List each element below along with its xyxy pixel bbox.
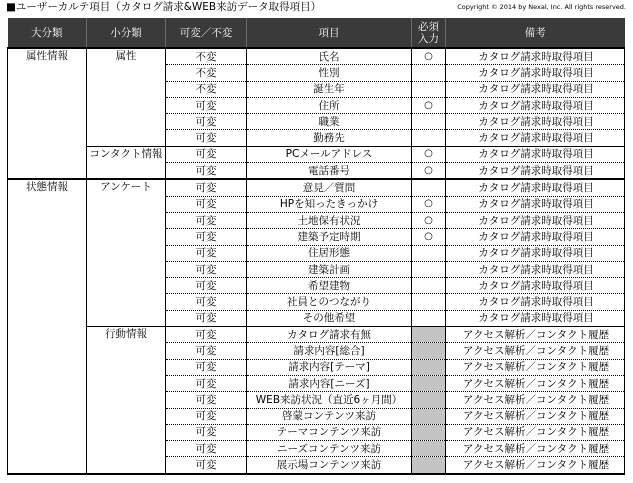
table-row (8, 179, 625, 196)
table-row (8, 327, 625, 343)
note-cell: アクセス解析／コンタクト履歴 (446, 424, 625, 440)
required-cell: ○ (412, 163, 446, 180)
item-cell: 意見／質問 (247, 179, 412, 196)
changeable-cell: 不変 (166, 65, 247, 81)
note-cell: カタログ請求時取得項目 (446, 81, 625, 97)
changeable-cell: 可変 (166, 457, 247, 474)
item-cell: テーマコンテンツ来訪 (247, 424, 412, 440)
changeable-cell: 可変 (166, 229, 247, 245)
required-cell (412, 392, 446, 408)
table-row (8, 48, 625, 65)
required-cell: ○ (412, 229, 446, 245)
changeable-cell: 可変 (166, 441, 247, 457)
document-title: ■ユーザーカルテ項目（カタログ請求&WEB来訪データ取得項目） (6, 1, 322, 13)
changeable-cell: 可変 (166, 392, 247, 408)
required-cell (412, 359, 446, 375)
minor-category-cell: 行動情報 (87, 327, 166, 474)
changeable-cell: 不変 (166, 81, 247, 97)
required-cell (412, 114, 446, 130)
header-required: 必須 入力 (412, 18, 446, 48)
changeable-cell: 可変 (166, 245, 247, 261)
header-note: 備考 (446, 18, 625, 48)
note-cell: アクセス解析／コンタクト履歴 (446, 457, 625, 474)
changeable-cell: 可変 (166, 343, 247, 359)
changeable-cell: 可変 (166, 327, 247, 343)
note-cell: アクセス解析／コンタクト履歴 (446, 375, 625, 391)
user-karte-table (7, 18, 625, 475)
item-cell: HPを知ったきっかけ (247, 196, 412, 212)
item-cell: ニーズコンテンツ来訪 (247, 441, 412, 457)
required-cell (412, 408, 446, 424)
note-cell: カタログ請求時取得項目 (446, 261, 625, 277)
note-cell: アクセス解析／コンタクト履歴 (446, 343, 625, 359)
required-cell (412, 327, 446, 343)
changeable-cell: 可変 (166, 179, 247, 196)
title-row (6, 1, 626, 15)
changeable-cell: 可変 (166, 130, 247, 146)
required-cell (412, 278, 446, 294)
item-cell: その他希望 (247, 310, 412, 326)
changeable-cell: 可変 (166, 114, 247, 130)
changeable-cell: 可変 (166, 375, 247, 391)
required-cell (412, 343, 446, 359)
header-changeable: 可変／不変 (166, 18, 247, 48)
item-cell: 性別 (247, 65, 412, 81)
header-item: 項目 (247, 18, 412, 48)
item-cell: 勤務先 (247, 130, 412, 146)
note-cell: カタログ請求時取得項目 (446, 130, 625, 146)
changeable-cell: 可変 (166, 261, 247, 277)
required-cell: ○ (412, 212, 446, 228)
major-category-cell: 状態情報 (8, 179, 87, 473)
required-cell (412, 245, 446, 261)
changeable-cell: 不変 (166, 48, 247, 65)
note-cell: カタログ請求時取得項目 (446, 278, 625, 294)
required-cell: ○ (412, 97, 446, 113)
changeable-cell: 可変 (166, 424, 247, 440)
required-cell (412, 424, 446, 440)
item-cell: 建築計画 (247, 261, 412, 277)
note-cell: アクセス解析／コンタクト履歴 (446, 441, 625, 457)
note-cell: カタログ請求時取得項目 (446, 212, 625, 228)
changeable-cell: 可変 (166, 146, 247, 162)
table-row (8, 146, 625, 162)
changeable-cell: 可変 (166, 97, 247, 113)
item-cell: 住居形態 (247, 245, 412, 261)
required-cell (412, 261, 446, 277)
item-cell: 希望建物 (247, 278, 412, 294)
item-cell: 氏名 (247, 48, 412, 65)
header-minor-category: 小分類 (87, 18, 166, 48)
note-cell: アクセス解析／コンタクト履歴 (446, 327, 625, 343)
required-cell (412, 130, 446, 146)
required-cell (412, 375, 446, 391)
item-cell: WEB来訪状況（直近6ヶ月間） (247, 392, 412, 408)
note-cell: カタログ請求時取得項目 (446, 97, 625, 113)
note-cell: カタログ請求時取得項目 (446, 146, 625, 162)
note-cell: カタログ請求時取得項目 (446, 163, 625, 180)
required-cell (412, 441, 446, 457)
changeable-cell: 可変 (166, 212, 247, 228)
item-cell: 誕生年 (247, 81, 412, 97)
minor-category-cell: 属性 (87, 48, 166, 146)
item-cell: 請求内容[総合] (247, 343, 412, 359)
changeable-cell: 可変 (166, 163, 247, 180)
item-cell: カタログ請求有無 (247, 327, 412, 343)
minor-category-cell: コンタクト情報 (87, 146, 166, 179)
required-cell (412, 81, 446, 97)
item-cell: 請求内容[ニーズ] (247, 375, 412, 391)
table-body (8, 48, 625, 474)
item-cell: 啓蒙コンテンツ来訪 (247, 408, 412, 424)
changeable-cell: 可変 (166, 294, 247, 310)
item-cell: PCメールアドレス (247, 146, 412, 162)
item-cell: 展示場コンテンツ来訪 (247, 457, 412, 474)
note-cell: カタログ請求時取得項目 (446, 245, 625, 261)
required-cell: ○ (412, 48, 446, 65)
changeable-cell: 可変 (166, 196, 247, 212)
required-cell: ○ (412, 146, 446, 162)
note-cell: カタログ請求時取得項目 (446, 229, 625, 245)
major-category-cell: 属性情報 (8, 48, 87, 179)
header-row (8, 18, 625, 48)
note-cell: カタログ請求時取得項目 (446, 179, 625, 196)
item-cell: 土地保有状況 (247, 212, 412, 228)
note-cell: カタログ請求時取得項目 (446, 65, 625, 81)
required-cell: ○ (412, 196, 446, 212)
item-cell: 職業 (247, 114, 412, 130)
item-cell: 建築予定時期 (247, 229, 412, 245)
required-cell (412, 179, 446, 196)
header-major-category: 大分類 (8, 18, 87, 48)
note-cell: カタログ請求時取得項目 (446, 294, 625, 310)
note-cell: カタログ請求時取得項目 (446, 310, 625, 326)
copyright-notice: Copyright © 2014 by Nexal, Inc. All rights reserved. (457, 3, 626, 11)
note-cell: カタログ請求時取得項目 (446, 114, 625, 130)
minor-category-cell: アンケート (87, 179, 166, 326)
changeable-cell: 可変 (166, 278, 247, 294)
note-cell: カタログ請求時取得項目 (446, 196, 625, 212)
changeable-cell: 可変 (166, 310, 247, 326)
changeable-cell: 可変 (166, 359, 247, 375)
note-cell: カタログ請求時取得項目 (446, 48, 625, 65)
note-cell: アクセス解析／コンタクト履歴 (446, 408, 625, 424)
note-cell: アクセス解析／コンタクト履歴 (446, 359, 625, 375)
required-cell (412, 310, 446, 326)
item-cell: 請求内容[テーマ] (247, 359, 412, 375)
item-cell: 電話番号 (247, 163, 412, 180)
item-cell: 社員とのつながり (247, 294, 412, 310)
note-cell: アクセス解析／コンタクト履歴 (446, 392, 625, 408)
required-cell (412, 65, 446, 81)
required-cell (412, 457, 446, 474)
changeable-cell: 可変 (166, 408, 247, 424)
item-cell: 住所 (247, 97, 412, 113)
required-cell (412, 294, 446, 310)
